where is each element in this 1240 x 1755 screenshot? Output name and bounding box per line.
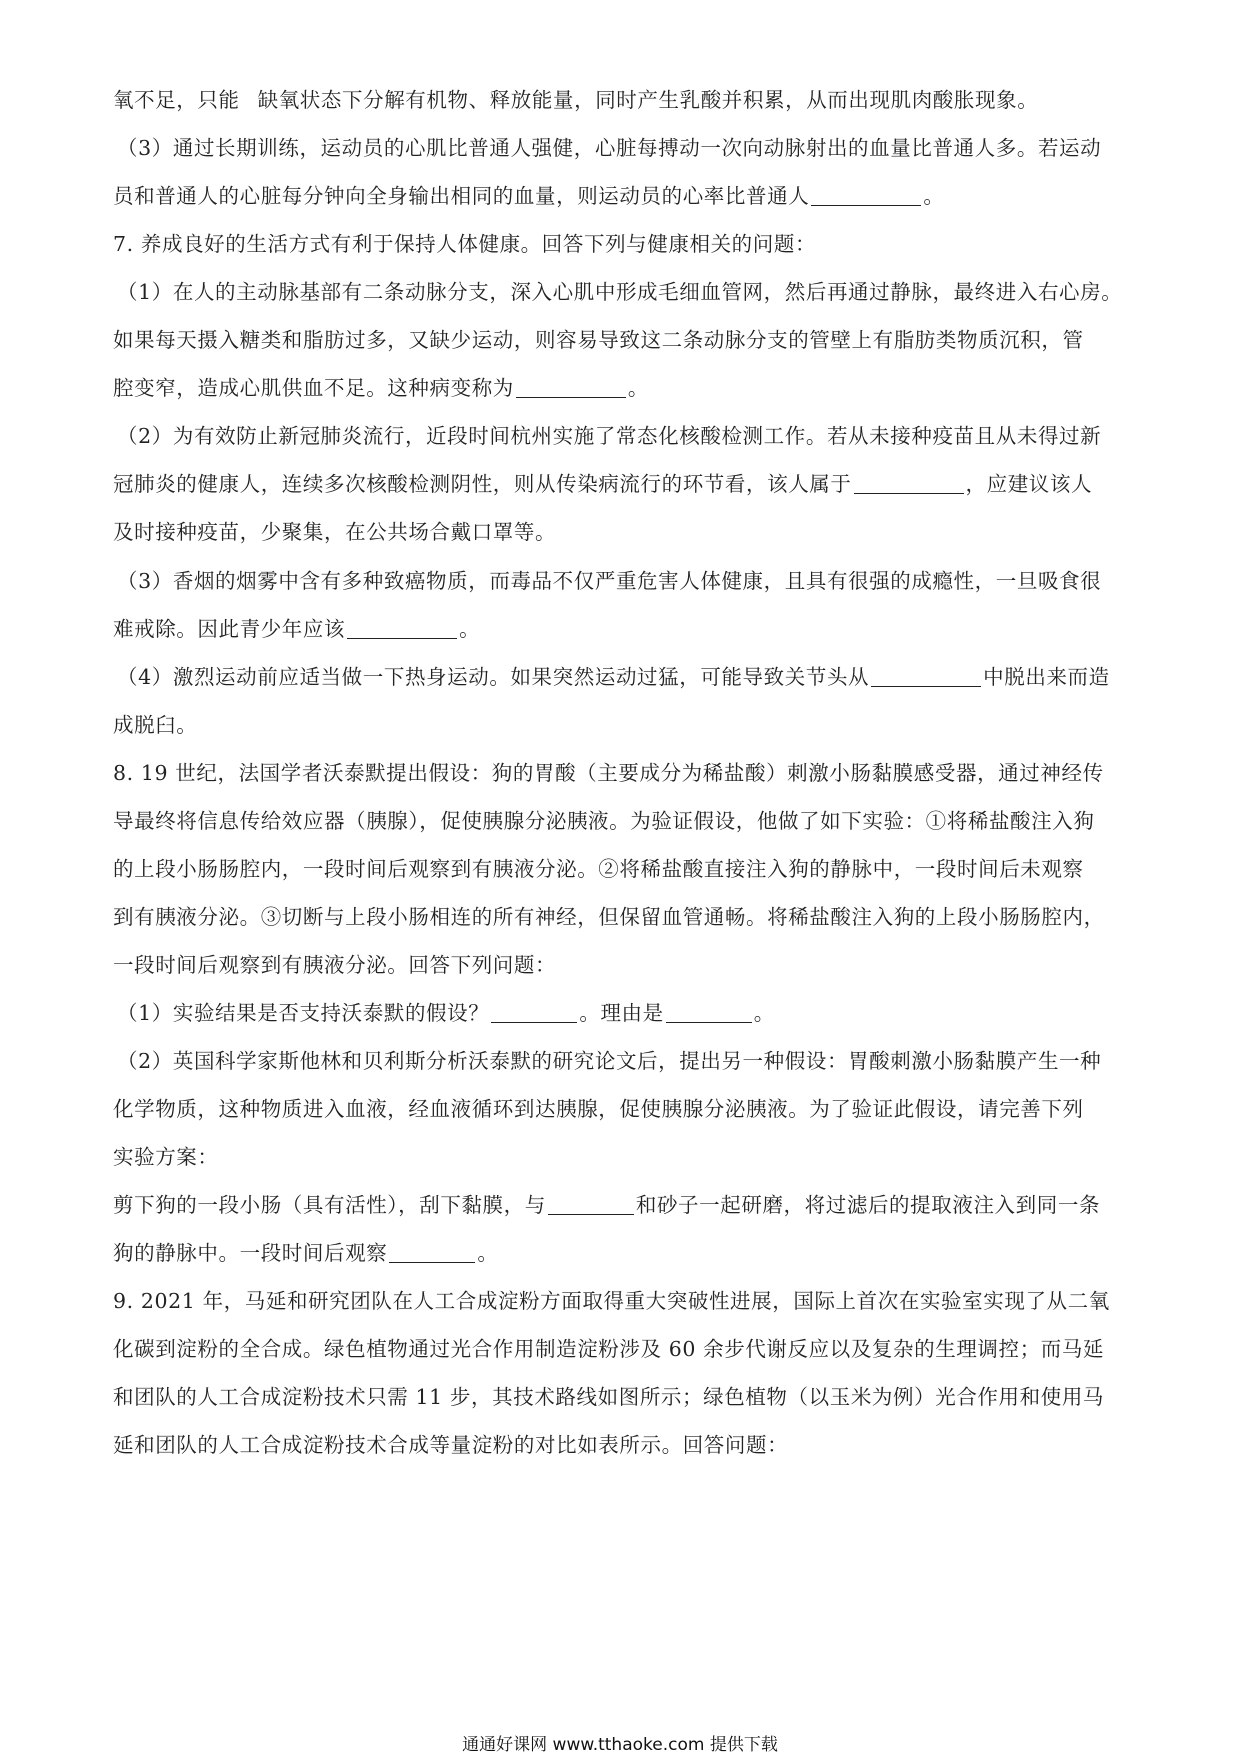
question-8-line-2 bbox=[113, 797, 1133, 846]
text-run: 导最终将信息传给效应器（胰腺），促使胰腺分泌胰液。为验证假设，他做了如下实验：①将稀盐酸注入狗 bbox=[113, 809, 1095, 833]
question-8-2-line-5 bbox=[113, 1229, 1133, 1278]
question-7-2-line-1 bbox=[113, 412, 1137, 461]
text-run: （1）在人的主动脉基部有二条动脉分支，深入心肌中形成毛细血管网，然后再通过静脉，最终进入右心房。 bbox=[117, 280, 1123, 304]
text-run: 到有胰液分泌。③切断与上段小肠相连的所有神经，但保留血管通畅。将稀盐酸注入狗的上段小肠肠腔内， bbox=[113, 905, 1105, 929]
question-9-line-1 bbox=[113, 1277, 1133, 1326]
text-run: 。理由是 bbox=[579, 1001, 664, 1025]
answer-blank[interactable] bbox=[491, 1000, 577, 1023]
text-run: 和团队的人工合成淀粉技术只需 11 步，其技术路线如图所示；绿色植物（以玉米为例）光合作用和使用马 bbox=[113, 1385, 1105, 1409]
text-run: 延和团队的人工合成淀粉技术合成等量淀粉的对比如表所示。回答问题： bbox=[113, 1433, 789, 1457]
text-line bbox=[113, 76, 1133, 125]
text-run: （2）为有效防止新冠肺炎流行，近段时间杭州实施了常态化核酸检测工作。若从未接种疫苗且从未得过新 bbox=[117, 424, 1102, 448]
answer-blank[interactable] bbox=[811, 183, 921, 206]
text-run: 。 bbox=[753, 1001, 775, 1025]
answer-blank[interactable] bbox=[871, 664, 981, 687]
question-7-3-line-2 bbox=[113, 605, 1133, 654]
question-8-2-line-2 bbox=[113, 1085, 1133, 1134]
answer-blank[interactable] bbox=[516, 375, 626, 398]
answer-blank[interactable] bbox=[666, 1000, 752, 1023]
text-run: （1）实验结果是否支持沃泰默的假设？ bbox=[117, 1001, 490, 1025]
text-run: 缺氧状态下分解有机物、释放能量，同时产生乳酸并积累，从而出现肌肉酸胀现象。 bbox=[257, 88, 1039, 112]
question-6-3-line-1 bbox=[113, 124, 1137, 173]
text-run: 狗的静脉中。一段时间后观察 bbox=[113, 1241, 388, 1265]
text-run: ，应建议该人 bbox=[965, 472, 1093, 496]
text-run: 如果每天摄入糖类和脂肪过多，又缺少运动，则容易导致这二条动脉分支的管壁上有脂肪类物质沉积，管 bbox=[113, 328, 1084, 352]
question-7-1-line-2 bbox=[113, 316, 1133, 365]
page-footer: 通通好课网 www.tthaoke.com 提供下载 bbox=[462, 1735, 778, 1755]
text-run: 冠肺炎的健康人，连续多次核酸检测阴性，则从传染病流行的环节看，该人属于 bbox=[113, 472, 852, 496]
answer-blank[interactable] bbox=[389, 1240, 475, 1263]
text-run: 剪下狗的一段小肠（具有活性），刮下黏膜，与 bbox=[113, 1193, 546, 1217]
text-run: 9. 2021 年，马延和研究团队在人工合成淀粉方面取得重大突破性进展，国际上首次在实验室实现了从二氧 bbox=[113, 1289, 1110, 1313]
text-run: 7. 养成良好的生活方式有利于保持人体健康。回答下列与健康相关的问题： bbox=[113, 232, 817, 256]
answer-blank[interactable] bbox=[548, 1192, 634, 1215]
text-run: 中脱出来而造 bbox=[983, 665, 1110, 689]
text-run: （3）香烟的烟雾中含有多种致癌物质，而毒品不仅严重危害人体健康，且具有很强的成瘾性，一旦吸食很 bbox=[117, 569, 1102, 593]
question-8-1 bbox=[113, 989, 1137, 1038]
text-run: 成脱臼。 bbox=[113, 713, 198, 737]
answer-blank[interactable] bbox=[854, 471, 964, 494]
text-run: 难戒除。因此青少年应该 bbox=[113, 617, 346, 641]
text-run: 及时接种疫苗，少聚集，在公共场合戴口罩等。 bbox=[113, 520, 557, 544]
text-run: 腔变窄，造成心肌供血不足。这种病变称为 bbox=[113, 376, 514, 400]
question-8-2-line-4 bbox=[113, 1181, 1133, 1230]
text-run: 8. 19 世纪，法国学者沃泰默提出假设：狗的胃酸（主要成分为稀盐酸）刺激小肠黏膜感受器，通过神经传 bbox=[113, 761, 1104, 785]
question-8-2-line-3 bbox=[113, 1133, 1133, 1182]
text-run: 。 bbox=[477, 1241, 499, 1265]
text-run: 。 bbox=[923, 184, 945, 208]
question-8-line-5 bbox=[113, 941, 1133, 990]
text-run: （3）通过长期训练，运动员的心肌比普通人强健，心脏每搏动一次向动脉射出的血量比普通人多。若运动 bbox=[117, 136, 1102, 160]
question-9-line-4 bbox=[113, 1421, 1133, 1470]
question-7-4-line-2 bbox=[113, 701, 1133, 750]
text-run: 。 bbox=[459, 617, 481, 641]
question-8-line-3 bbox=[113, 845, 1133, 894]
question-8-2-line-1 bbox=[113, 1037, 1137, 1086]
text-run: 氧不足，只能 bbox=[113, 88, 240, 112]
text-run: 化学物质，这种物质进入血液，经血液循环到达胰腺，促使胰腺分泌胰液。为了验证此假设，请完善下列 bbox=[113, 1097, 1084, 1121]
question-8-line-4 bbox=[113, 893, 1133, 942]
text-run: 化碳到淀粉的全合成。绿色植物通过光合作用制造淀粉涉及 60 余步代谢反应以及复杂的生理调控；而马延 bbox=[113, 1337, 1105, 1361]
text-run: 实验方案： bbox=[113, 1145, 219, 1169]
question-7-1-line-1 bbox=[113, 268, 1137, 317]
text-run: 。 bbox=[627, 376, 650, 400]
question-9-line-2 bbox=[113, 1325, 1133, 1374]
question-7-1-line-3 bbox=[113, 364, 1133, 413]
question-7-2-line-3 bbox=[113, 508, 1133, 557]
question-6-3-line-2 bbox=[113, 172, 1133, 221]
text-run: 一段时间后观察到有胰液分泌。回答下列问题： bbox=[113, 953, 557, 977]
question-7-2-line-2 bbox=[113, 460, 1133, 509]
question-7-stem bbox=[113, 220, 1133, 269]
text-run: 员和普通人的心脏每分钟向全身输出相同的血量，则运动员的心率比普通人 bbox=[113, 184, 810, 208]
text-run: （2）英国科学家斯他林和贝利斯分析沃泰默的研究论文后，提出另一种假设：胃酸刺激小肠黏膜产生一种 bbox=[117, 1049, 1102, 1073]
answer-blank[interactable] bbox=[347, 616, 457, 639]
question-7-4-line-1 bbox=[113, 653, 1137, 702]
question-9-line-3 bbox=[113, 1373, 1133, 1422]
text-run: 的上段小肠肠腔内，一段时间后观察到有胰液分泌。②将稀盐酸直接注入狗的静脉中，一段时间后未观察 bbox=[113, 857, 1084, 881]
question-8-line-1 bbox=[113, 749, 1133, 798]
question-7-3-line-1 bbox=[113, 557, 1137, 606]
text-run: （4）激烈运动前应适当做一下热身运动。如果突然运动过猛，可能导致关节头从 bbox=[117, 665, 870, 689]
text-run: 和砂子一起研磨，将过滤后的提取液注入到同一条 bbox=[635, 1193, 1101, 1217]
